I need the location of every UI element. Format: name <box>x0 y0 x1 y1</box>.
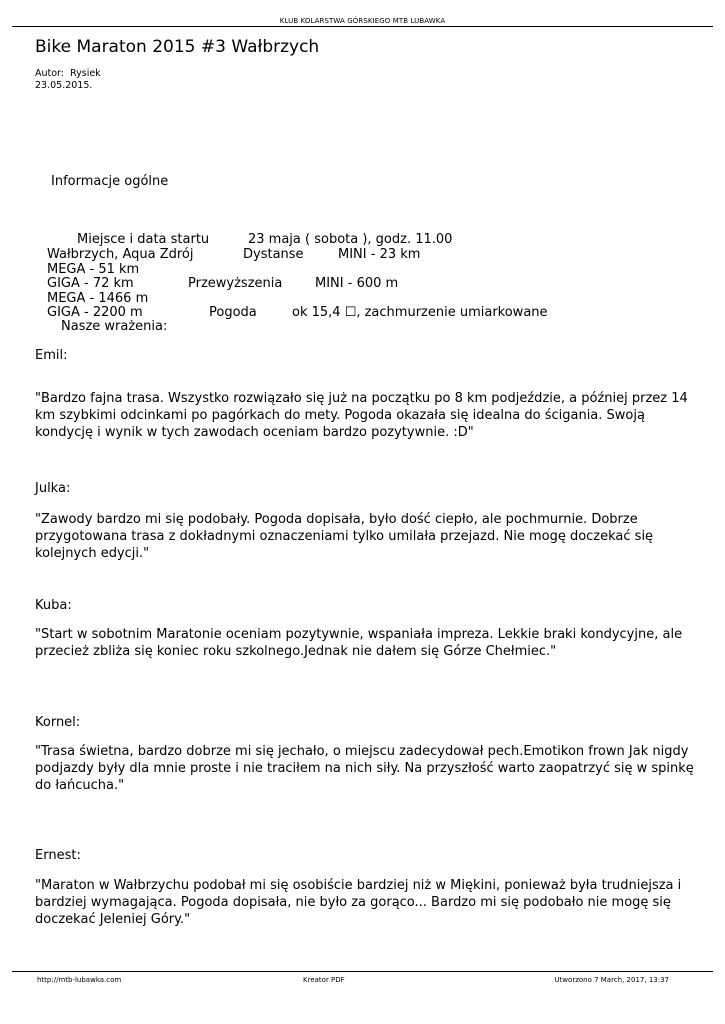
footer-generator: Kreator PDF <box>303 976 345 984</box>
author-label: Autor: <box>35 68 64 79</box>
elevation-label: Przewyższenia <box>188 276 283 291</box>
footer-url[interactable]: http://mtb-lubawka.com <box>37 976 122 984</box>
giga-elevation: GIGA - 2200 m <box>47 305 143 320</box>
footer-created: Utworzono 7 March, 2017, 13:37 <box>554 976 669 984</box>
distances-label: Dystanse <box>243 247 304 262</box>
author-name: Rysiek <box>70 68 101 79</box>
impressions-label: Nasze wrażenia: <box>61 319 168 334</box>
header-rule <box>12 26 713 27</box>
place: Wałbrzych, Aqua Zdrój <box>47 247 194 262</box>
reviewer-name: Kornel: <box>35 715 81 730</box>
reviewer-name: Julka: <box>35 481 71 496</box>
place-label: Miejsce i data startu <box>77 232 210 247</box>
mega-distance: MEGA - 51 km <box>47 262 140 277</box>
weather-label: Pogoda <box>209 305 257 320</box>
author-line <box>35 68 101 79</box>
review-text: "Start w sobotnim Maratonie oceniam pozytywnie, wspaniała impreza. Lekkie braki kondycyjne, ale przecież zbliża się koniec roku szkolnego.Jednak nie dałem się Górze Chełmiec." <box>35 627 683 659</box>
review-text: "Maraton w Wałbrzychu podobał mi się osobiście bardziej niż w Miękini, ponieważ była trudniejsza i bardziej wymagająca. Pogoda dopisała, nie było za gorąco... Bardzo mi się podobało nie mogę się doczekać Jeleniej Góry." <box>35 878 682 927</box>
reviewer-name: Emil: <box>35 348 68 363</box>
footer-rule <box>12 971 713 972</box>
article-date: 23.05.2015. <box>35 80 93 91</box>
mega-elevation: MEGA - 1466 m <box>47 291 149 306</box>
giga-distance: GIGA - 72 km <box>47 276 134 291</box>
place-value: 23 maja ( sobota ), godz. 11.00 <box>248 232 453 247</box>
reviewer-name: Kuba: <box>35 598 72 613</box>
mini-distance: MINI - 23 km <box>338 247 421 262</box>
reviewer-name: Ernest: <box>35 848 81 863</box>
review-text: "Trasa świetna, bardzo dobrze mi się jechało, o miejscu zadecydował pech.Emotikon frown Jak nigdy podjazdy były dla mnie proste i nie traciłem na nich siły. Na przyszłość warto zaopatrzyć się w spinkę do łańcucha." <box>35 744 694 793</box>
review-text: "Bardzo fajna trasa. Wszystko rozwiązało się już na początku po 8 km podjeździe, a później przez 14 km szybkimi odcinkami po pagórkach do mety. Pogoda okazała się idealna do ścigania. Swoją kondycję i wynik w tych zawodach oceniam bardzo pozytywnie. :D" <box>35 391 688 440</box>
mini-elevation: MINI - 600 m <box>315 276 399 291</box>
header-club-name: KLUB KOLARSTWA GÓRSKIEGO MTB LUBAWKA <box>279 17 446 25</box>
info-heading: Informacje ogólne <box>51 174 169 189</box>
review-text: "Zawody bardzo mi się podobały. Pogoda dopisała, było dość ciepło, ale pochmurnie. Dobrze przygotowana trasa z dokładnymi oznaczeniami tylko umilała przejazd. Nie mogę doczekać się kolejnych edycji." <box>35 512 654 561</box>
article-title: Bike Maraton 2015 #3 Wałbrzych <box>35 37 320 57</box>
weather-value: ok 15,4 ☐, zachmurzenie umiarkowane <box>292 305 548 320</box>
